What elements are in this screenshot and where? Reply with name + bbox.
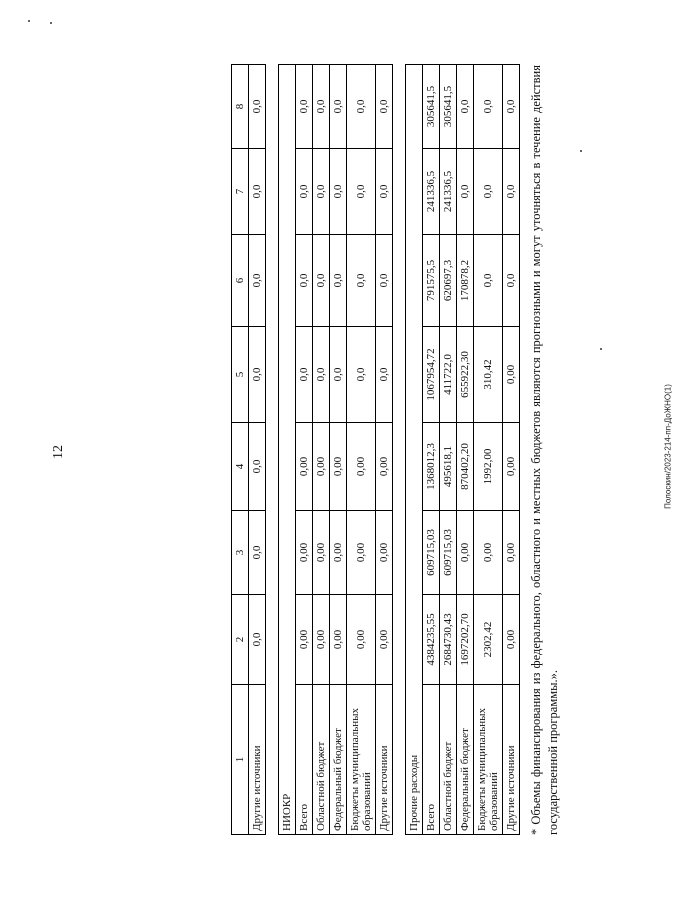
table-cell: 0,0 (474, 235, 503, 327)
table-row (376, 65, 393, 835)
table-cell: 0,0 (249, 65, 266, 149)
scan-speck (600, 348, 602, 350)
table-cell: 0,00 (376, 423, 393, 511)
table-cell: 0,0 (313, 327, 330, 423)
row-label: Другие источники (249, 685, 266, 835)
table-cell: 0,00 (474, 511, 503, 595)
table-cell: 0,00 (330, 423, 347, 511)
table-cell: 411722,0 (440, 327, 457, 423)
section-title: Прочие расходы (406, 65, 423, 835)
row-label: Областной бюджет (313, 685, 330, 835)
table-cell: 0,0 (249, 327, 266, 423)
table-cell: 0,00 (347, 423, 376, 511)
table-cell: 620697,3 (440, 235, 457, 327)
table-cell: 4 (232, 423, 249, 511)
table-cell: 3 (232, 511, 249, 595)
page-number: 12 (51, 445, 66, 459)
table-cell: 0,0 (296, 149, 313, 235)
table-gap (266, 65, 279, 835)
table-cell: 0,0 (347, 327, 376, 423)
table-cell: 241336,5 (440, 149, 457, 235)
row-label: 1 (232, 685, 249, 835)
table-cell: 0,0 (249, 511, 266, 595)
table-cell: 0,0 (347, 65, 376, 149)
table-cell: 1067954,72 (423, 327, 440, 423)
table-cell: 655922,30 (457, 327, 474, 423)
row-label: Федеральный бюджет (330, 685, 347, 835)
row-label: Другие источники (503, 685, 520, 835)
table-cell: 0,00 (503, 511, 520, 595)
table-cell: 0,0 (474, 65, 503, 149)
table-cell: 0,0 (376, 235, 393, 327)
table-cell: 7 (232, 149, 249, 235)
document-stamp: Полоскин/2023-214-пп-ДоЖНО(1) (663, 384, 673, 509)
footnote: * Объемы финансирования из федерального, областного и местных бюджетов являются прогнозными и могут уточняться в течение действия государственной программы.». (529, 65, 560, 835)
table-cell: 0,00 (457, 511, 474, 595)
table-row (313, 65, 330, 835)
table-cell: 0,0 (474, 149, 503, 235)
table-cell: 0,0 (313, 149, 330, 235)
table-cell: 0,00 (376, 511, 393, 595)
table-cell: 1697202,70 (457, 595, 474, 685)
table-cell: 310,42 (474, 327, 503, 423)
table-cell: 0,0 (249, 149, 266, 235)
table-row (330, 65, 347, 835)
table-cell: 0,0 (296, 65, 313, 149)
table-cell: 609715,03 (440, 511, 457, 595)
table-cell: 0,0 (249, 423, 266, 511)
table-cell: 0,00 (503, 595, 520, 685)
table-cell: 0,00 (347, 595, 376, 685)
table-cell: 0,0 (457, 149, 474, 235)
gap-cell (266, 65, 279, 835)
table-cell: 0,00 (376, 595, 393, 685)
section-title: НИОКР (279, 65, 296, 835)
funding-table (231, 64, 520, 835)
row-label: Всего (423, 685, 440, 835)
scan-speck (50, 22, 52, 24)
table-cell: 0,00 (296, 423, 313, 511)
table-cell: 0,0 (503, 65, 520, 149)
table-cell: 0,00 (330, 511, 347, 595)
table-cell: 0,0 (503, 149, 520, 235)
table-row (347, 65, 376, 835)
table-cell: 0,0 (347, 235, 376, 327)
row-label: Бюджеты муниципальных образований (347, 685, 376, 835)
table-cell: 5 (232, 327, 249, 423)
table-cell: 0,00 (330, 595, 347, 685)
table-cell: 0,0 (330, 65, 347, 149)
table-cell: 305641,5 (440, 65, 457, 149)
table-cell: 0,00 (313, 595, 330, 685)
table-cell: 0,00 (347, 511, 376, 595)
table-gap (393, 65, 406, 835)
table-cell: 0,0 (330, 327, 347, 423)
table-cell: 0,0 (330, 149, 347, 235)
table-cell: 0,0 (376, 149, 393, 235)
table-row (440, 65, 457, 835)
table-cell: 0,0 (249, 595, 266, 685)
section-niokr (279, 65, 296, 835)
row-label: Бюджеты муниципальных образований (474, 685, 503, 835)
row-label: Всего (296, 685, 313, 835)
table-cell: 0,0 (376, 327, 393, 423)
row-label: Областной бюджет (440, 685, 457, 835)
table-cell: 495618,1 (440, 423, 457, 511)
table-cell: 0,00 (503, 423, 520, 511)
table-cell: 609715,03 (423, 511, 440, 595)
table-cell: 2302,42 (474, 595, 503, 685)
table-cell: 0,0 (313, 235, 330, 327)
table-cell: 2 (232, 595, 249, 685)
table-cell: 8 (232, 65, 249, 149)
table-row (296, 65, 313, 835)
table-cell: 0,0 (347, 149, 376, 235)
section-other (406, 65, 423, 835)
gap-cell (393, 65, 406, 835)
table-cell: 4384235,55 (423, 595, 440, 685)
table-cell: 0,00 (313, 423, 330, 511)
table-row (249, 65, 266, 835)
header-row (232, 65, 249, 835)
table-cell: 0,0 (330, 235, 347, 327)
table-cell: 1992,00 (474, 423, 503, 511)
row-label: Другие источники (376, 685, 393, 835)
table-cell: 0,0 (503, 235, 520, 327)
table-row (474, 65, 503, 835)
table-cell: 0,00 (296, 511, 313, 595)
table-cell: 0,0 (296, 235, 313, 327)
rotated-page (231, 55, 560, 835)
row-label: Федеральный бюджет (457, 685, 474, 835)
table-cell: 0,00 (296, 595, 313, 685)
table-cell: 0,0 (313, 65, 330, 149)
table-row (503, 65, 520, 835)
table-cell: 6 (232, 235, 249, 327)
table-row (457, 65, 474, 835)
table-cell: 870402,20 (457, 423, 474, 511)
table-cell: 0,00 (313, 511, 330, 595)
table-cell: 0,0 (249, 235, 266, 327)
table-cell: 791575,5 (423, 235, 440, 327)
table-cell: 1368012,3 (423, 423, 440, 511)
table-cell: 0,00 (503, 327, 520, 423)
table-cell: 241336,5 (423, 149, 440, 235)
table-cell: 0,0 (296, 327, 313, 423)
table-cell: 0,0 (457, 65, 474, 149)
table-cell: 2684730,43 (440, 595, 457, 685)
table-cell: 170878,2 (457, 235, 474, 327)
table-row (423, 65, 440, 835)
scan-speck (28, 20, 30, 22)
table-cell: 0,0 (376, 65, 393, 149)
table-cell: 305641,5 (423, 65, 440, 149)
scan-speck (580, 150, 582, 152)
